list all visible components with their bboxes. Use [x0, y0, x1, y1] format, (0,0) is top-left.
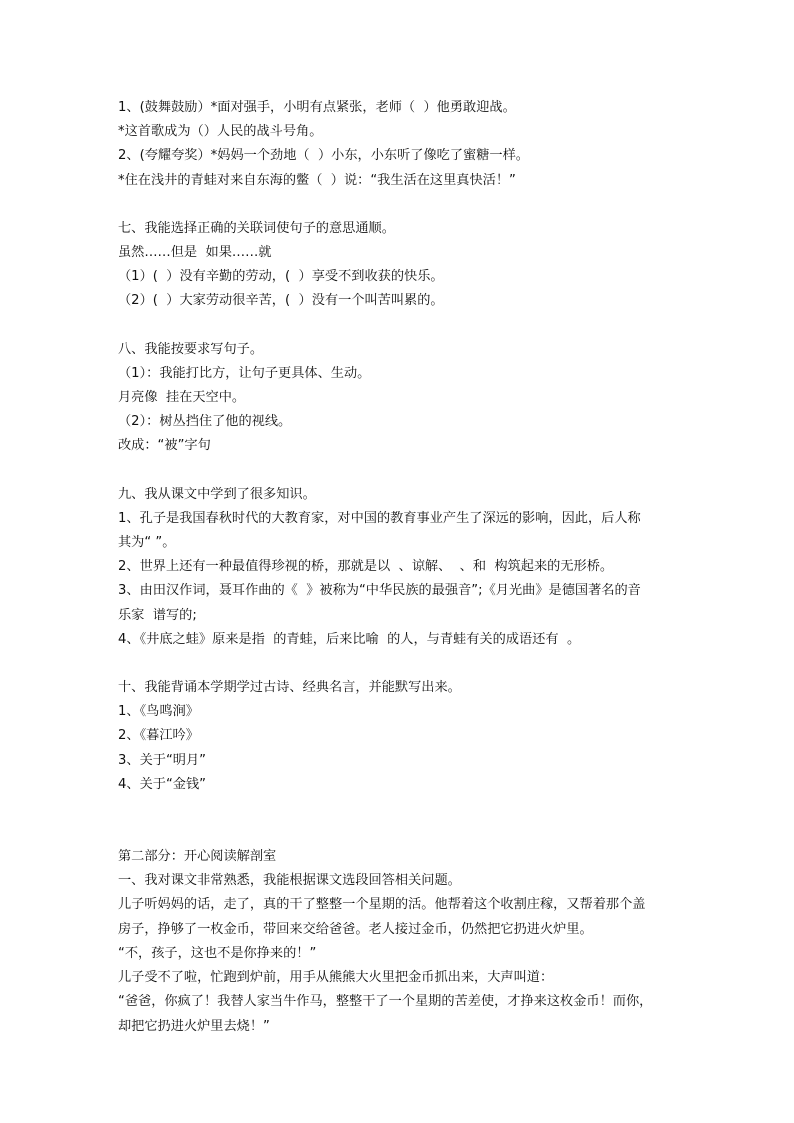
section-heading: 九、我从课文中学到了很多知识。	[118, 486, 316, 502]
section-8	[118, 338, 678, 459]
section-7	[118, 217, 678, 314]
question-line: 2、世界上还有一种最值得珍视的桥，那就是以 、谅解、 、和 构筑起来的无形桥。	[118, 559, 614, 575]
question-line: 乐家 谱写的;	[118, 607, 197, 623]
part-title: 第二部分：开心阅读解剖室	[118, 849, 277, 865]
reading-passage-line: 儿子受不了啦，忙跑到炉前，用手从熊熊大火里把金币抓出来，大声叫道：	[118, 970, 554, 986]
question-line: 3、由田汉作词，聂耳作曲的《 》被称为“中华民族的最强音”;《月光曲》是德国著名的音	[118, 583, 641, 599]
list-item: 3、关于“明月”	[118, 752, 206, 768]
question-line: *这首歌成为（）人民的战斗号角。	[118, 124, 323, 140]
reading-passage-line: “爸爸，你疯了！我替人家当牛作马，整整干了一个星期的苦差使，才挣来这枚金币！而你，	[118, 994, 653, 1010]
section-10	[118, 676, 678, 797]
spacer	[118, 797, 678, 845]
spacer	[118, 652, 678, 676]
question-line: 1、(鼓舞鼓励）*面对强手，小明有点紧张，老师（ ）他勇敢迎战。	[118, 100, 516, 115]
question-line: 1、孔子是我国春秋时代的大教育家，对中国的教育事业产生了深远的影响，因此，后人称	[118, 510, 641, 526]
question-line: （1）( ）没有辛勤的劳动，( ）享受不到收获的快乐。	[118, 269, 444, 285]
part-2	[118, 845, 678, 1039]
section-heading: 一、我对课文非常熟悉，我能根据课文选段回答相关问题。	[118, 873, 461, 889]
question-line: 其为“ ”。	[118, 535, 176, 551]
question-line: *住在浅井的青蛙对来自东海的鳖（ ）说：“我生活在这里真快活！”	[118, 172, 516, 188]
question-label: （1）：我能打比方，让句子更具体、生动。	[118, 365, 371, 381]
reading-passage-line: 房子，挣够了一枚金币，带回来交给爸爸。老人接过金币，仍然把它扔进火炉里。	[118, 921, 593, 937]
question-line: 2、(夸耀夸奖）*妈妈一个劲地（ ）小东，小东听了像吃了蜜糖一样。	[118, 148, 529, 164]
question-line: 改成：“被”字句	[118, 438, 211, 454]
question-line: （2）( ）大家劳动很辛苦，( ）没有一个叫苦叫累的。	[118, 293, 444, 309]
section-heading: 十、我能背诵本学期学过古诗、经典名言，并能默写出来。	[118, 680, 461, 696]
question-label: （2）：树丛挡住了他的视线。	[118, 414, 292, 430]
section-9	[118, 483, 678, 652]
spacer	[118, 314, 678, 338]
question-line: 4、《井底之蛙》原来是指 的青蛙，后来比喻 的人，与青蛙有关的成语还有 。	[118, 631, 581, 647]
list-item: 1、《鸟鸣涧》	[118, 704, 199, 720]
spacer	[118, 459, 678, 483]
list-item: 2、《暮江吟》	[118, 728, 199, 744]
conjunction-options: 虽然……但是 如果……就	[118, 245, 272, 261]
question-line: 月亮像 挂在天空中。	[118, 390, 246, 406]
reading-passage-line: 儿子听妈妈的话，走了，真的干了整整一个星期的活。他帮着这个收割庄稼，又帮着那个盖	[118, 897, 646, 913]
section-heading: 七、我能选择正确的关联词使句子的意思通顺。	[118, 220, 395, 236]
section-word-choice	[118, 96, 678, 193]
spacer	[118, 193, 678, 217]
section-heading: 八、我能按要求写句子。	[118, 341, 264, 357]
reading-passage-line: “不，孩子，这也不是你挣来的！”	[118, 945, 317, 961]
reading-passage-line: 却把它扔进火炉里去烧！”	[118, 1018, 270, 1034]
document-page	[118, 96, 678, 1039]
list-item: 4、关于“金钱”	[118, 776, 206, 792]
